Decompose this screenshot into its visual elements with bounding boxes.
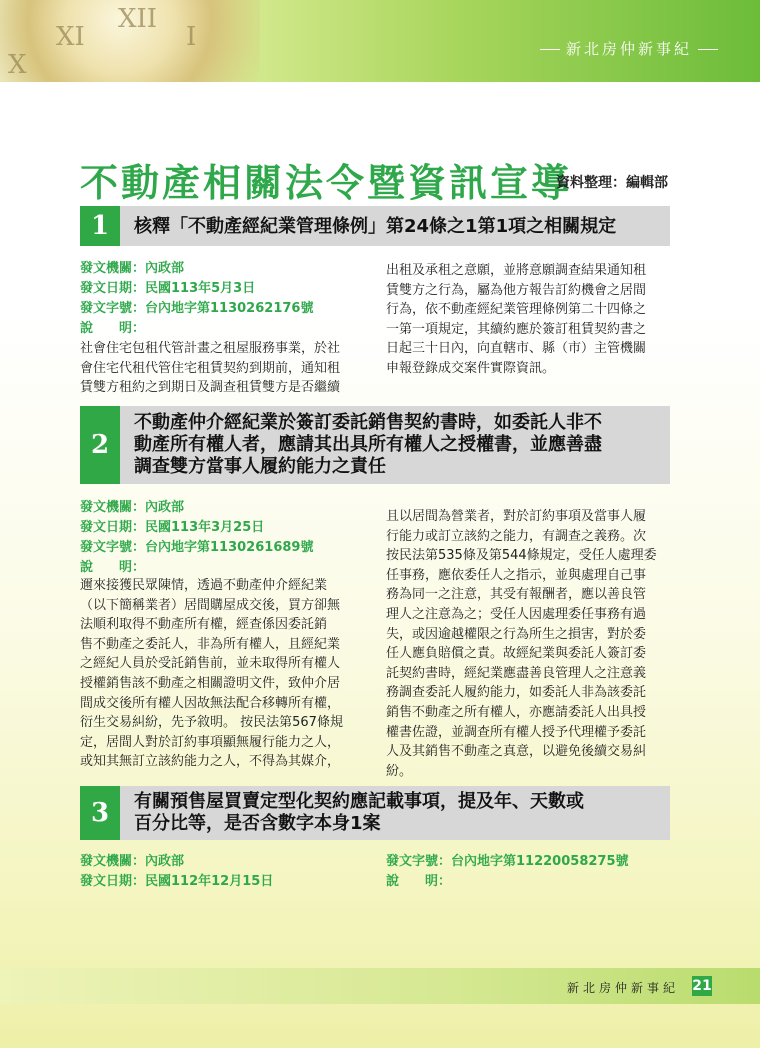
footer-title: 新北房仲新事紀	[567, 981, 680, 995]
section-1-header	[80, 206, 670, 246]
section-2-right-body: 且以居間為營業者，對於訂約事項及當事人履 行能力或訂立該約之能力，有調查之義務。次 按民法第535條及第544條規定，受任人處理委 任事務，應依委任人之指示，並與處理自己事 務為同一之注意，其受有報酬者，應以善良管 理人之注意為之；受任人因處理委任事務有過 失，或因逾越權限之行為所生之損害，對於委 任人應負賠償之責。故經紀業與委託人簽訂委 託契約書時，經紀業應盡善良管理人之注意義 務調查委託人履約能力，如委託人非為該委託 銷售不動產之所有權人，亦應請委託人出具授 權書佐證，並調查所有權人授予代理權予委託 人及其銷售不動產之真意，以避免後續交易糾 紛。	[386, 509, 657, 779]
issuing-agency: 發文機關：內政部	[80, 854, 185, 869]
page-number: 21	[692, 978, 712, 994]
section-3-header	[80, 786, 670, 840]
section-2-title: 不動產仲介經紀業於簽訂委託銷售契約書時，如委託人非不 動產所有權人者，應請其出具所有權人之授權書，並應善盡 調查雙方當事人履約能力之責任	[134, 412, 602, 477]
section-3-title: 有關預售屋買賣定型化契約應記載事項，提及年、天數或 百分比等，是否含數字本身1案	[134, 791, 584, 834]
issue-date: 發文日期：民國113年5月3日	[80, 281, 256, 296]
page-title: 不動產相關法令暨資訊宣導	[80, 161, 573, 205]
section-2-left-body: 邇來接獲民眾陳情，透過不動產仲介經紀業 （以下簡稱業者）居間購屋成交後，買方卻無 法順利取得不動產所有權，經查係因委託銷 售不動產之委託人，非為所有權人，且經紀業 之經紀人員於受託銷售前，並未取得所有權人 授權銷售該不動產之相關證明文件，致仲介居 間成交後所有權人因故無法配合移轉所有權， 衍生交易糾紛，先予敘明。 按民法第567條規 定，居間人對於訂約事項顯無履行能力之人， 或知其無訂立該約能力之人，不得為其媒介，	[80, 578, 343, 770]
issuing-agency: 發文機關：內政部	[80, 500, 185, 515]
clock-decoration: XII I XI X	[0, 0, 260, 82]
section-1-number: 1	[80, 206, 120, 246]
section-2-meta	[80, 498, 313, 578]
section-3-number: 3	[80, 786, 120, 840]
section-1-left-body: 社會住宅包租代管計畫之租屋服務事業，於社 會住宅代租代管住宅租賃契約到期前，通知租 賃雙方租約之到期日及調查租賃雙方是否繼續	[80, 341, 341, 396]
section-2-header	[80, 406, 670, 484]
section-1-meta	[80, 259, 313, 339]
issue-date: 發文日期：民國113年3月25日	[80, 520, 265, 535]
section-1-title: 核釋「不動產經紀業管理條例」第24條之1第1項之相關規定	[134, 216, 617, 237]
section-2-number: 2	[80, 406, 120, 484]
document-number: 發文字號：台內地字第1130262176號	[80, 301, 314, 316]
note-label: 說 明：	[80, 560, 146, 575]
magazine-title: 新北房仲新事紀	[534, 38, 724, 59]
document-number: 發文字號：台內地字第11220058275號	[386, 854, 629, 869]
issue-date: 發文日期：民國112年12月15日	[80, 874, 274, 889]
section-3-meta-left	[80, 852, 273, 892]
section-3-meta-right	[386, 852, 629, 892]
note-label: 說 明：	[80, 321, 146, 336]
note-label: 說 明：	[386, 874, 452, 889]
document-number: 發文字號：台內地字第1130261689號	[80, 540, 314, 555]
issuing-agency: 發文機關：內政部	[80, 261, 185, 276]
editor-credit: 資料整理：編輯部	[556, 175, 668, 191]
section-1-right-body: 出租及承租之意願，並將意願調查結果通知租 賃雙方之行為，屬為他方報告訂約機會之居間 行為，依不動產經紀業管理條例第二十四條之 一第一項規定，其續約應於簽訂租賃契約書之 日起三十日內，向直轄市、縣（市）主管機關 申報登錄成交案件實際資訊。	[386, 263, 647, 376]
